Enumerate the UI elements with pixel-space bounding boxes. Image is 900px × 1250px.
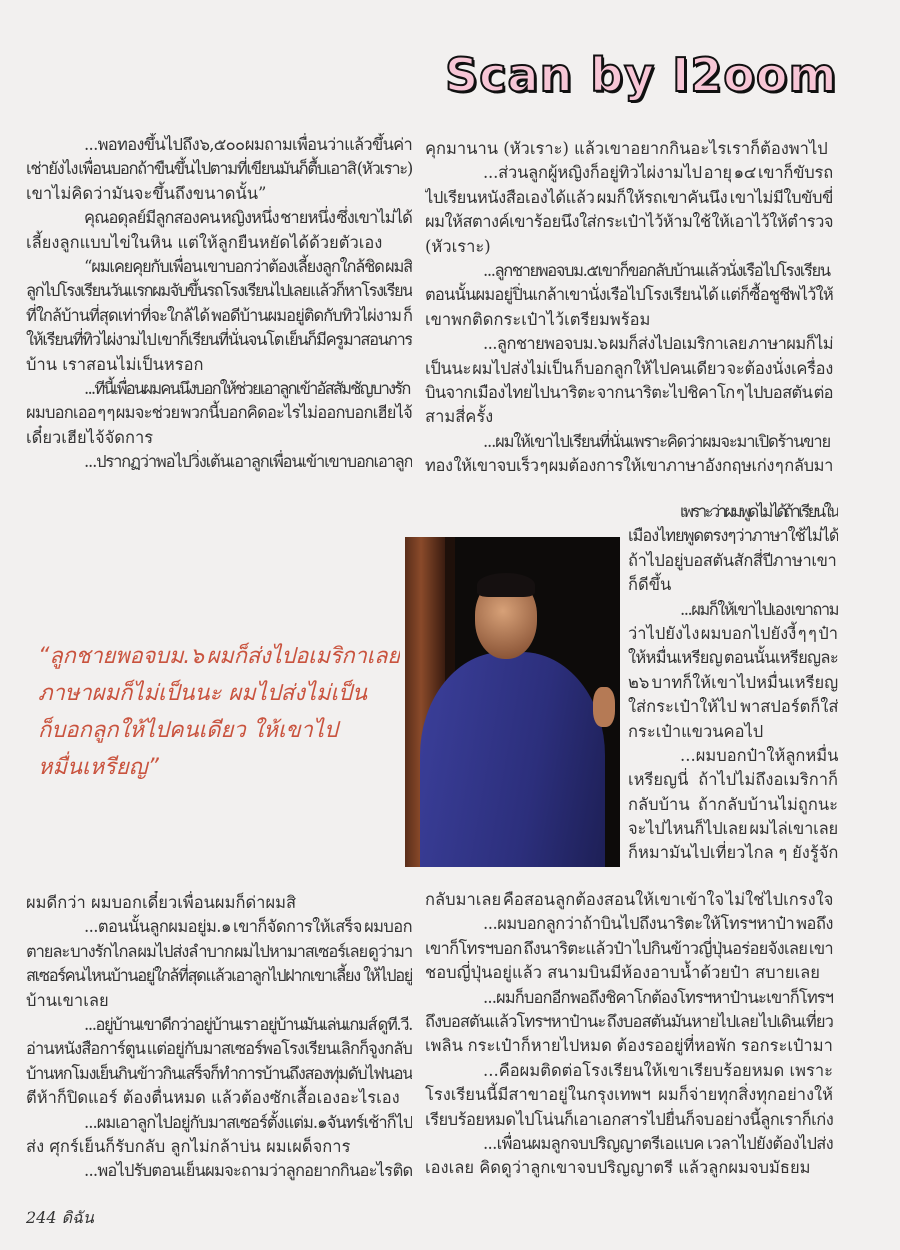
text-line: ...คือผมติดต่อโรงเรียนให้เขาเรียบร้อยหมด เพราะ — [483, 1060, 833, 1080]
text-line: ถ้าไปอยู่บอสตันสักสี่ปีภาษาเขา — [628, 550, 837, 570]
pull-quote-line: ก็บอกลูกให้ไปคนเดียว ให้เขาไป — [38, 718, 338, 743]
text-line: ...ผมให้เขาไปเรียนที่นั่นเพราะคิดว่าผมจะมาเปิดร้านขาย — [483, 431, 830, 451]
portrait-photo — [405, 537, 620, 867]
text-line: บ้านเขาเลย — [26, 990, 109, 1010]
text-line: ให้เรียนที่ทิวไผ่งามไป เขาก็เรียนที่นั่นจนโต เย็นก็มีครูมาสอนการ — [26, 330, 412, 350]
text-line: สามสี่ครั้ง — [425, 407, 494, 427]
text-line: ให้หมื่นเหรียญ ตอนนั้นเหรียญละ — [628, 648, 838, 668]
text-line: เหรียญนี่ ถ้าไปไม่ถึงอเมริกาก็ — [628, 770, 838, 790]
text-line: ...ปรากฏว่าพอไปวิ่งเต้นเอาลูกเพื่อนเข้า เขาบอกเอาลูก — [84, 452, 412, 472]
text-line: ...ผมก็ให้เขาไปเอง เขาถาม — [680, 599, 838, 619]
text-line: เลี้ยงลูกแบบไข่ในหิน แต่ให้ลูกยืนหยัดได้ด้วยตัวเอง — [26, 232, 383, 252]
text-line: คุกมานาน (หัวเราะ) แล้วเขาอยากกินอะไรเราก็ต้องพาไป — [425, 139, 828, 158]
text-column-left-bottom — [26, 891, 412, 1184]
text-line: จะไปไหนก็ไปเลย ผมไล่เขาเลย — [628, 819, 838, 839]
man-hand — [593, 687, 615, 727]
text-line: ว่าไปยังไง ผมบอกไปยังงี้ ๆ ๆ ป๋า — [628, 623, 838, 643]
text-line: ถึงบอสตันแล้วโทรฯหาป๋านะ ถึงบอสตันมันหายไปเลย ไปเดินเที่ยว — [425, 1011, 833, 1031]
text-line: ...พอทองขึ้นไปถึง ๖,๕๐๐ ผมถามเพื่อนว่าแล้วขึ้นค่า — [84, 135, 412, 154]
text-line: โรงเรียนนี้มีสาขาอยู่ในกรุงเทพฯ ผมก็จ่ายทุกสิ่งทุกอย่างให้ — [425, 1085, 833, 1105]
scan-watermark: Scan by I2oom — [445, 48, 838, 102]
text-line: ผมดีกว่า ผมบอกเดี๋ยวเพื่อนผมก็ด่าผมสิ — [26, 893, 297, 912]
text-line: บ้าน เราสอนไม่เป็นหรอก — [26, 354, 204, 374]
text-line: ...ทีนี้เพื่อนผมคนนึงบอกให้ช่วยเอาลูกเข้าอัสสัมชัญบางรัก — [84, 378, 410, 398]
page-footer: 244 ดิฉัน — [26, 1208, 94, 1227]
text-line: ...ผมก็บอกอีก พอถึงชิคาโกต้องโทรฯหาป๋านะ เขาก็โทรฯ — [483, 987, 833, 1007]
text-line: เขาก็โทรฯบอก ถึงนาริตะแล้วป๋า ไปกินข้าวญี่ปุ่นอร่อยจังเลย เขา — [425, 938, 833, 958]
text-line: กลับมาเลย คือสอนลูกต้องสอนให้เขาเข้าใจ ไม่ใช่ไปเกรงใจ — [425, 890, 833, 909]
text-line: ไปเรียนหนังสือเองได้แล้ว ผมก็ให้รถเขาคันนึง เขาไม่มีใบขับขี่ — [425, 187, 833, 207]
text-line: เดี๋ยวเฮียไจ้จัดการ — [26, 427, 154, 447]
man-hair — [477, 573, 535, 597]
text-line: ใส่กระเป๋าให้ไป พาสปอร์ตก็ใส่ — [628, 697, 838, 717]
pull-quote — [38, 638, 400, 786]
text-line: ...ผมเอาลูกไปอยู่กับมาสเซอร์ตั้งแต่ม.๑ จันทร์เช้าก็ไป — [84, 1112, 412, 1132]
text-line: ก็หมามันไปเที่ยวไกล ๆ ยังรู้จัก — [628, 843, 838, 863]
text-line: กระเป๋าแขวนคอไป — [628, 721, 764, 741]
text-line: เองเลย คิดดูว่าลูกเขาจบปริญญาตรี แล้วลูกผมจบมัธยม — [425, 1158, 811, 1178]
text-line: เมืองไทยพูดตรง ๆ ว่าภาษาใช้ไม่ได้ — [628, 526, 838, 546]
text-line: ...ลูกชายพอจบม.๕เขาก็ขอกลับบ้านแล้วนั่งเรือไปโรงเรียน — [483, 260, 830, 280]
text-line: บ้าน หกโมงเย็นกินข้าว กินเสร็จก็ทำการบ้านถึงสองทุ่ม ดับไฟนอน — [26, 1063, 412, 1083]
text-line: ...ลูกชายพอจบม.๖ ผมก็ส่งไปอเมริกาเลย ภาษาผมก็ไม่ — [483, 334, 833, 354]
text-line: “ผมเคยคุยกับเพื่อน เขาบอกว่าต้องเลี้ยงลูกใกล้ชิด ผมสิ — [84, 256, 412, 276]
text-line: (หัวเราะ) — [425, 236, 491, 256]
text-line: ที่ใกล้บ้านที่สุดเท่าที่จะใกล้ได้ พอดีบ้านผมอยู่ติดกับทิวไผ่งาม ก็ — [26, 305, 412, 325]
text-line: กลับบ้าน ถ้ากลับบ้านไม่ถูกนะ — [628, 794, 838, 814]
text-line: คุณอดุลย์มีลูกสองคน หญิงหนึ่ง ชายหนึ่ง ซึ่งเขาไม่ได้ — [84, 208, 412, 228]
text-line: เป็นนะ ผมไปส่งไม่เป็น ก็บอกลูกให้ไปคนเดียว จะต้องนั่งเครื่อง — [425, 358, 833, 378]
text-line: ...เพื่อนผมลูกจบปริญญาตรีเอแบค เวลาไปยังต้องไปส่ง — [483, 1133, 833, 1153]
text-line: ...ผมบอกลูกว่าถ้าบินไปถึงนาริตะให้โทรฯหาป๋า พอถึง — [483, 914, 833, 934]
text-line: ก็ดีขึ้น — [628, 575, 672, 595]
text-line: ผมให้สตางค์เขาร้อยนึงใส่กระเป๋าไว้ห้ามใช้ ให้เอาไว้ให้ตำรวจ — [425, 212, 833, 232]
text-line: เขาพกติดกระเป๋าไว้เตรียมพร้อม — [425, 309, 651, 329]
text-line: ผมบอกเออ ๆ ๆ ผมจะช่วย พวกนี้บอกคิดอะไรไม่ออกบอกเฮียไจ้ — [26, 403, 412, 423]
blue-shirt — [420, 652, 605, 867]
text-line: ...พอไปรับตอนเย็นผมจะถามว่าลูกอยากกินอะไร ติด — [84, 1161, 412, 1181]
text-line: บินจากเมืองไทยไปนาริตะ จากนาริตะไปชิคาโก ๆ ไปบอสตัน ต่อ — [425, 382, 833, 402]
text-line: ...ผมบอกป๋าให้ลูกหมื่น — [680, 745, 838, 765]
pull-quote-line: หมื่นเหรียญ” — [38, 755, 159, 780]
text-line: เพราะว่าผมพูดไม่ได้ ถ้าเรียนใน — [680, 502, 838, 521]
text-line: เช่ายังไง เพื่อนบอกถ้าขืนขึ้นไปตามที่เขียนมันก็ตื้บเอาสิ (หัวเราะ) — [26, 159, 412, 179]
text-line: เพลิน กระเป๋าก็หายไปหมด ต้องรออยู่ที่หอพัก รอกระเป๋ามา — [425, 1036, 833, 1056]
text-column-right-narrow — [628, 500, 838, 866]
text-line: ...ส่วนลูกผู้หญิงก็อยู่ทิวไผ่งามไป อายุ ๑๔ เขาก็ขับรถ — [483, 163, 833, 183]
text-line: ทอง ให้เขาจบเร็ว ๆ ผมต้องการให้เขาภาษาอังกฤษเก่ง ๆ กลับมา — [425, 456, 833, 476]
text-line: เขาไม่คิดว่ามันจะขึ้นถึงขนาดนั้น” — [26, 183, 267, 203]
text-line: เรียบร้อยหมด ไปโน่นก็เอาเอกสารไปยื่นก็จบ อย่างนี้ลูกเราก็เก่ง — [425, 1109, 833, 1129]
text-line: ส่ง ศุกร์เย็นก็รับกลับ ลูกไม่กล้าบ่น ผมเผด็จการ — [26, 1136, 351, 1156]
text-line: ตีห้าก็ปิดแอร์ ต้องตื่นหมด แล้วต้องซักเสื้อเองอะไรเอง — [26, 1088, 400, 1108]
text-line: ตอนนั้นผมอยู่ปิ่นเกล้าเขานั่งเรือไปโรงเรียนได้ แต่ก็ซื้อชูชีพไว้ให้ — [425, 285, 833, 305]
text-line: ...อยู่บ้านเขาดีกว่าอยู่บ้านเรา อยู่บ้านมันเล่นเกมส์ ดูที.วี. — [84, 1014, 412, 1034]
text-line: ลูกไปโรงเรียนวันแรกผมจับขึ้นรถโรงเรียนไปเลย แล้วก็หาโรงเรียน — [26, 281, 412, 301]
pull-quote-line: ภาษาผมก็ไม่เป็นนะ ผมไปส่งไม่เป็น — [38, 681, 368, 706]
text-line: ตายละ บางรักไกล ผมไปส่งลำบาก ผมไปหามาสเซอร์เลย ดูว่ามา — [26, 941, 412, 961]
text-column-left-top — [26, 133, 412, 474]
text-line: อ่านหนังสือการ์ตูน แต่อยู่กับมาสเซอร์พอโรงเรียนเลิกก็จูงกลับ — [26, 1039, 412, 1059]
text-line: สเซอร์คนไหนบ้านอยู่ใกล้ที่สุดแล้วเอาลูกไปฝากเขาเลี้ยง ให้ไปอยู่ — [26, 966, 412, 986]
text-column-right-bottom — [425, 888, 833, 1181]
text-line: ชอบญี่ปุ่นอยู่แล้ว สนามบินมีห้องอาบน้ำด้วยป๋า สบายเลย — [425, 963, 820, 983]
pull-quote-line: “ลูกชายพอจบม.๖ ผมก็ส่งไปอเมริกาเลย — [38, 644, 400, 669]
text-column-right-top — [425, 137, 833, 478]
text-line: ๒๖ บาทก็ให้เขาไปหมื่นเหรียญ — [628, 672, 838, 692]
text-line: ...ตอนนั้นลูกผมอยู่ม.๑ เขาก็จัดการให้เสร็จ ผมบอก — [84, 917, 412, 937]
